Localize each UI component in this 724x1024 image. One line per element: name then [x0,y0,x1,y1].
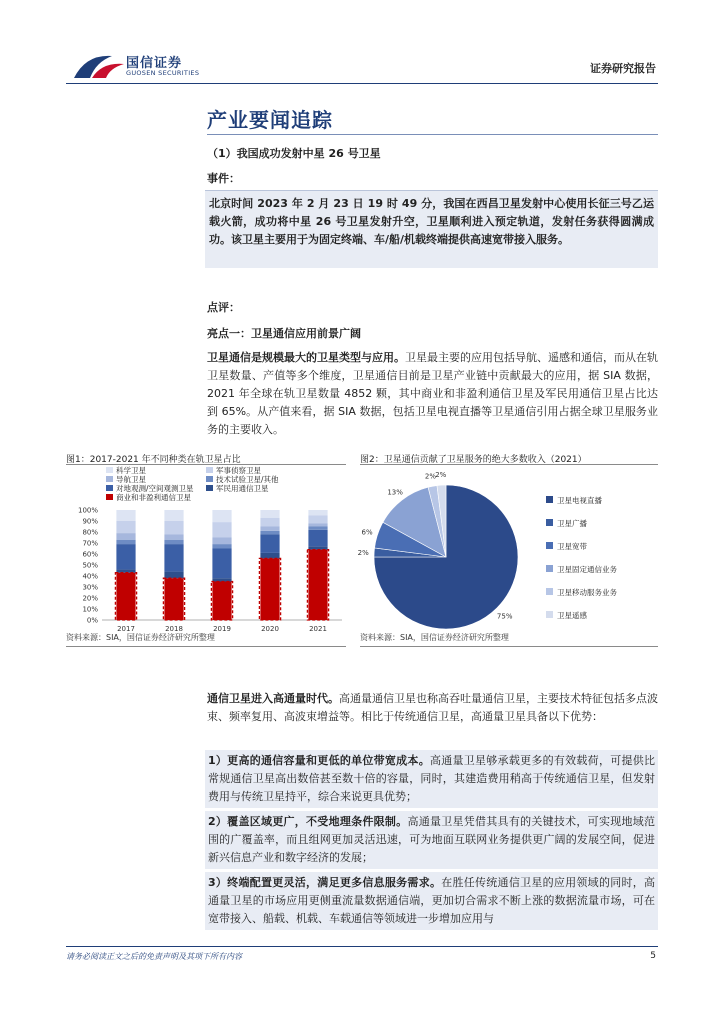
y-tick-label: 0% [86,616,98,625]
y-tick-label: 100% [77,506,98,515]
hts-paragraph [207,690,658,726]
hts-lead: 通信卫星进入高通量时代。 [207,692,339,705]
event-box [205,190,658,268]
x-tick-label: 2017 [117,625,135,633]
bar-segment [260,531,279,534]
highlight-label: 亮点一：卫星通信应用前景广阔 [207,327,361,340]
legend-label: 卫星固定通信业务 [557,565,617,574]
legend-swatch [546,611,553,618]
report-type: 证券研究报告 [590,62,656,75]
legend-label: 卫星遥感 [557,611,587,620]
hts-text: 高通量通信卫星也称高吞吐量通信卫星，主要技术特征包括多点波束、频率复用、高波束增益等。相比于传统通信卫星，高通量卫星具备以下优势： [207,692,658,723]
news-heading: （1）我国成功发射中星 26 号卫星 [207,147,381,160]
legend-label: 导航卫星 [116,475,146,484]
legend-label: 军民用通信卫星 [216,484,269,493]
bar-segment [116,573,135,620]
figure1-stacked-bar-chart [66,466,348,632]
y-tick-label: 70% [82,539,98,548]
legend-swatch [106,494,113,500]
bar-segment [308,530,327,547]
legend-swatch [546,565,553,572]
figure2-top-rule [360,464,658,465]
bar-segment [308,527,327,530]
point2-text: 高通量卫星凭借其具有的关键技术，可实现地域范围的广覆盖率，而且组网更加灵活迅速，可为地面互联网业务提供更广阔的发展空间，促进新兴信息产业和数字经济的发展； [208,815,656,864]
y-tick-label: 30% [82,583,98,592]
pie-label: 2% [424,472,437,481]
bar-segment [164,521,183,534]
bar-segment [260,527,279,531]
bar-segment [164,540,183,544]
legend-swatch [206,476,213,482]
event-text: 北京时间 2023 年 2 月 23 日 19 时 49 分，我国在西昌卫星发射中心使用长征三号乙运载火箭，成功将中星 26 号卫星发射升空，卫星顺利进入预定轨道，发射任务获得圆满成功。该卫星主要用于为固定终端、车/船/机载终端提供高速宽带接入服务。 [209,197,654,246]
x-tick-label: 2021 [309,625,327,633]
pie-label: 6% [361,528,373,537]
highlight-lead: 卫星通信是规模最大的卫星类型与应用。 [207,351,405,364]
y-tick-label: 80% [82,528,98,537]
legend-swatch [206,485,213,491]
bar-segment [260,534,279,553]
bar-segment [260,518,279,527]
figure1-source: 资料来源：SIA，国信证券经济研究所整理 [66,633,215,642]
page-number: 5 [650,951,656,961]
figure2-source: 资料来源：SIA，国信证券经济研究所整理 [360,633,509,642]
bar-segment [308,516,327,524]
y-tick-label: 40% [82,572,98,581]
footer-divider [66,946,658,947]
x-tick-label: 2018 [165,625,183,633]
section-title: 产业要闻追踪 [207,108,333,132]
point2-block [205,811,658,869]
figure1-top-rule [66,464,346,465]
bar-segment [116,521,135,533]
figure2-caption: 图2：卫星通信贡献了卫星服务的绝大多数收入（2021） [360,455,587,465]
bar-segment [260,553,279,559]
legend-swatch [106,476,113,482]
legend-label: 科学卫星 [116,466,146,475]
header-divider [66,83,658,84]
guosen-logo [72,50,132,84]
y-tick-label: 50% [82,561,98,570]
figure2-pie-chart [357,466,658,632]
legend-swatch [546,496,553,503]
bar-segment [212,538,231,545]
bar-segment [308,550,327,620]
y-tick-label: 20% [82,594,98,603]
comment-label: 点评： [207,301,240,314]
bar-segment [212,582,231,621]
legend-label: 军事侦察卫星 [216,466,261,475]
event-label: 事件： [207,172,240,185]
point3-lead: 3）终端配置更灵活，满足更多信息服务需求。 [208,876,442,889]
y-tick-label: 10% [82,605,98,614]
bar-segment [260,510,279,518]
bar-segment [260,558,279,620]
point3-text: 在胜任传统通信卫星的应用领域的同时，高通量卫星的市场应用更侧重流量数据通信端，更加切合需求不断上涨的数据流量市场，可在宽带接入、船载、机载、车载通信等领域进一步增加应用与 [208,876,656,925]
bar-segment [116,510,135,521]
bar-segment [116,533,135,540]
section-divider [207,134,658,135]
legend-label: 对地观测/空间观测卫星 [116,484,194,493]
legend-label: 卫星广播 [557,519,587,528]
point1-block [205,750,658,808]
bar-segment [164,510,183,521]
pie-label: 75% [496,612,513,621]
pie-label: 2% [435,471,447,480]
point2-lead: 2）覆盖区域更广，不受地理条件限制。 [208,815,408,828]
legend-label: 技术试验卫星/其他 [216,475,279,484]
legend-label: 卫星宽带 [557,542,587,551]
legend-swatch [206,467,213,473]
brand-name-en: GUOSEN SECURITIES [126,69,200,77]
y-tick-label: 60% [82,550,98,559]
bar-segment [164,534,183,540]
highlight-paragraph [207,349,658,439]
brand-name-cn: 国信证券 [126,56,183,71]
bar-segment [164,572,183,579]
bar-segment [212,544,231,548]
pie-label: 13% [387,488,403,497]
legend-swatch [546,519,553,526]
bar-segment [212,522,231,537]
legend-label: 卫星电视直播 [557,496,602,505]
point1-text: 高通量卫星够承载更多的有效载荷，可提供比常规通信卫星高出数倍甚至数十倍的容量，同时，其建造费用稍高于传统通信卫星，但发射费用与传统卫星持平，综合来说更具优势； [208,754,656,803]
x-tick-label: 2020 [261,625,279,633]
figure1-caption: 图1：2017-2021 年不同种类在轨卫星占比 [66,455,241,465]
legend-swatch [546,542,553,549]
legend-swatch [106,467,113,473]
x-tick-label: 2019 [213,625,231,633]
legend-label: 卫星移动服务业务 [557,588,617,597]
bar-segment [116,540,135,544]
pie-label: 2% [357,548,369,557]
point3-block [205,872,658,930]
figure2-bottom-rule [360,646,658,647]
bar-segment [212,549,231,579]
point1-lead: 1）更高的通信容量和更低的单位带宽成本。 [208,754,430,767]
legend-swatch [106,485,113,491]
bar-segment [308,510,327,516]
bar-segment [164,578,183,620]
figure1-bottom-rule [66,646,346,647]
bar-segment [308,523,327,526]
highlight-text: 卫星最主要的应用包括导航、遥感和通信，而从在轨卫星数量、产值等多个维度，卫星通信目前是卫星产业链中贡献最大的应用，据 SIA 数据，2021 年全球在轨卫星数量 4852 颗，其中商业和非盈利通信卫星及军民用通信卫星占比达到 65%。从产值来看，据 SIA 数据，包括卫星电视直播等卫星通信引用占据全球卫星服务业务的主要收入。 [207,351,658,436]
y-tick-label: 90% [82,517,98,526]
legend-label: 商业和非盈利通信卫星 [116,493,191,502]
bar-segment [164,544,183,572]
legend-swatch [546,588,553,595]
bar-segment [212,510,231,522]
disclaimer-note: 请务必阅读正文之后的免责声明及其项下所有内容 [66,952,242,961]
bar-segment [116,544,135,569]
